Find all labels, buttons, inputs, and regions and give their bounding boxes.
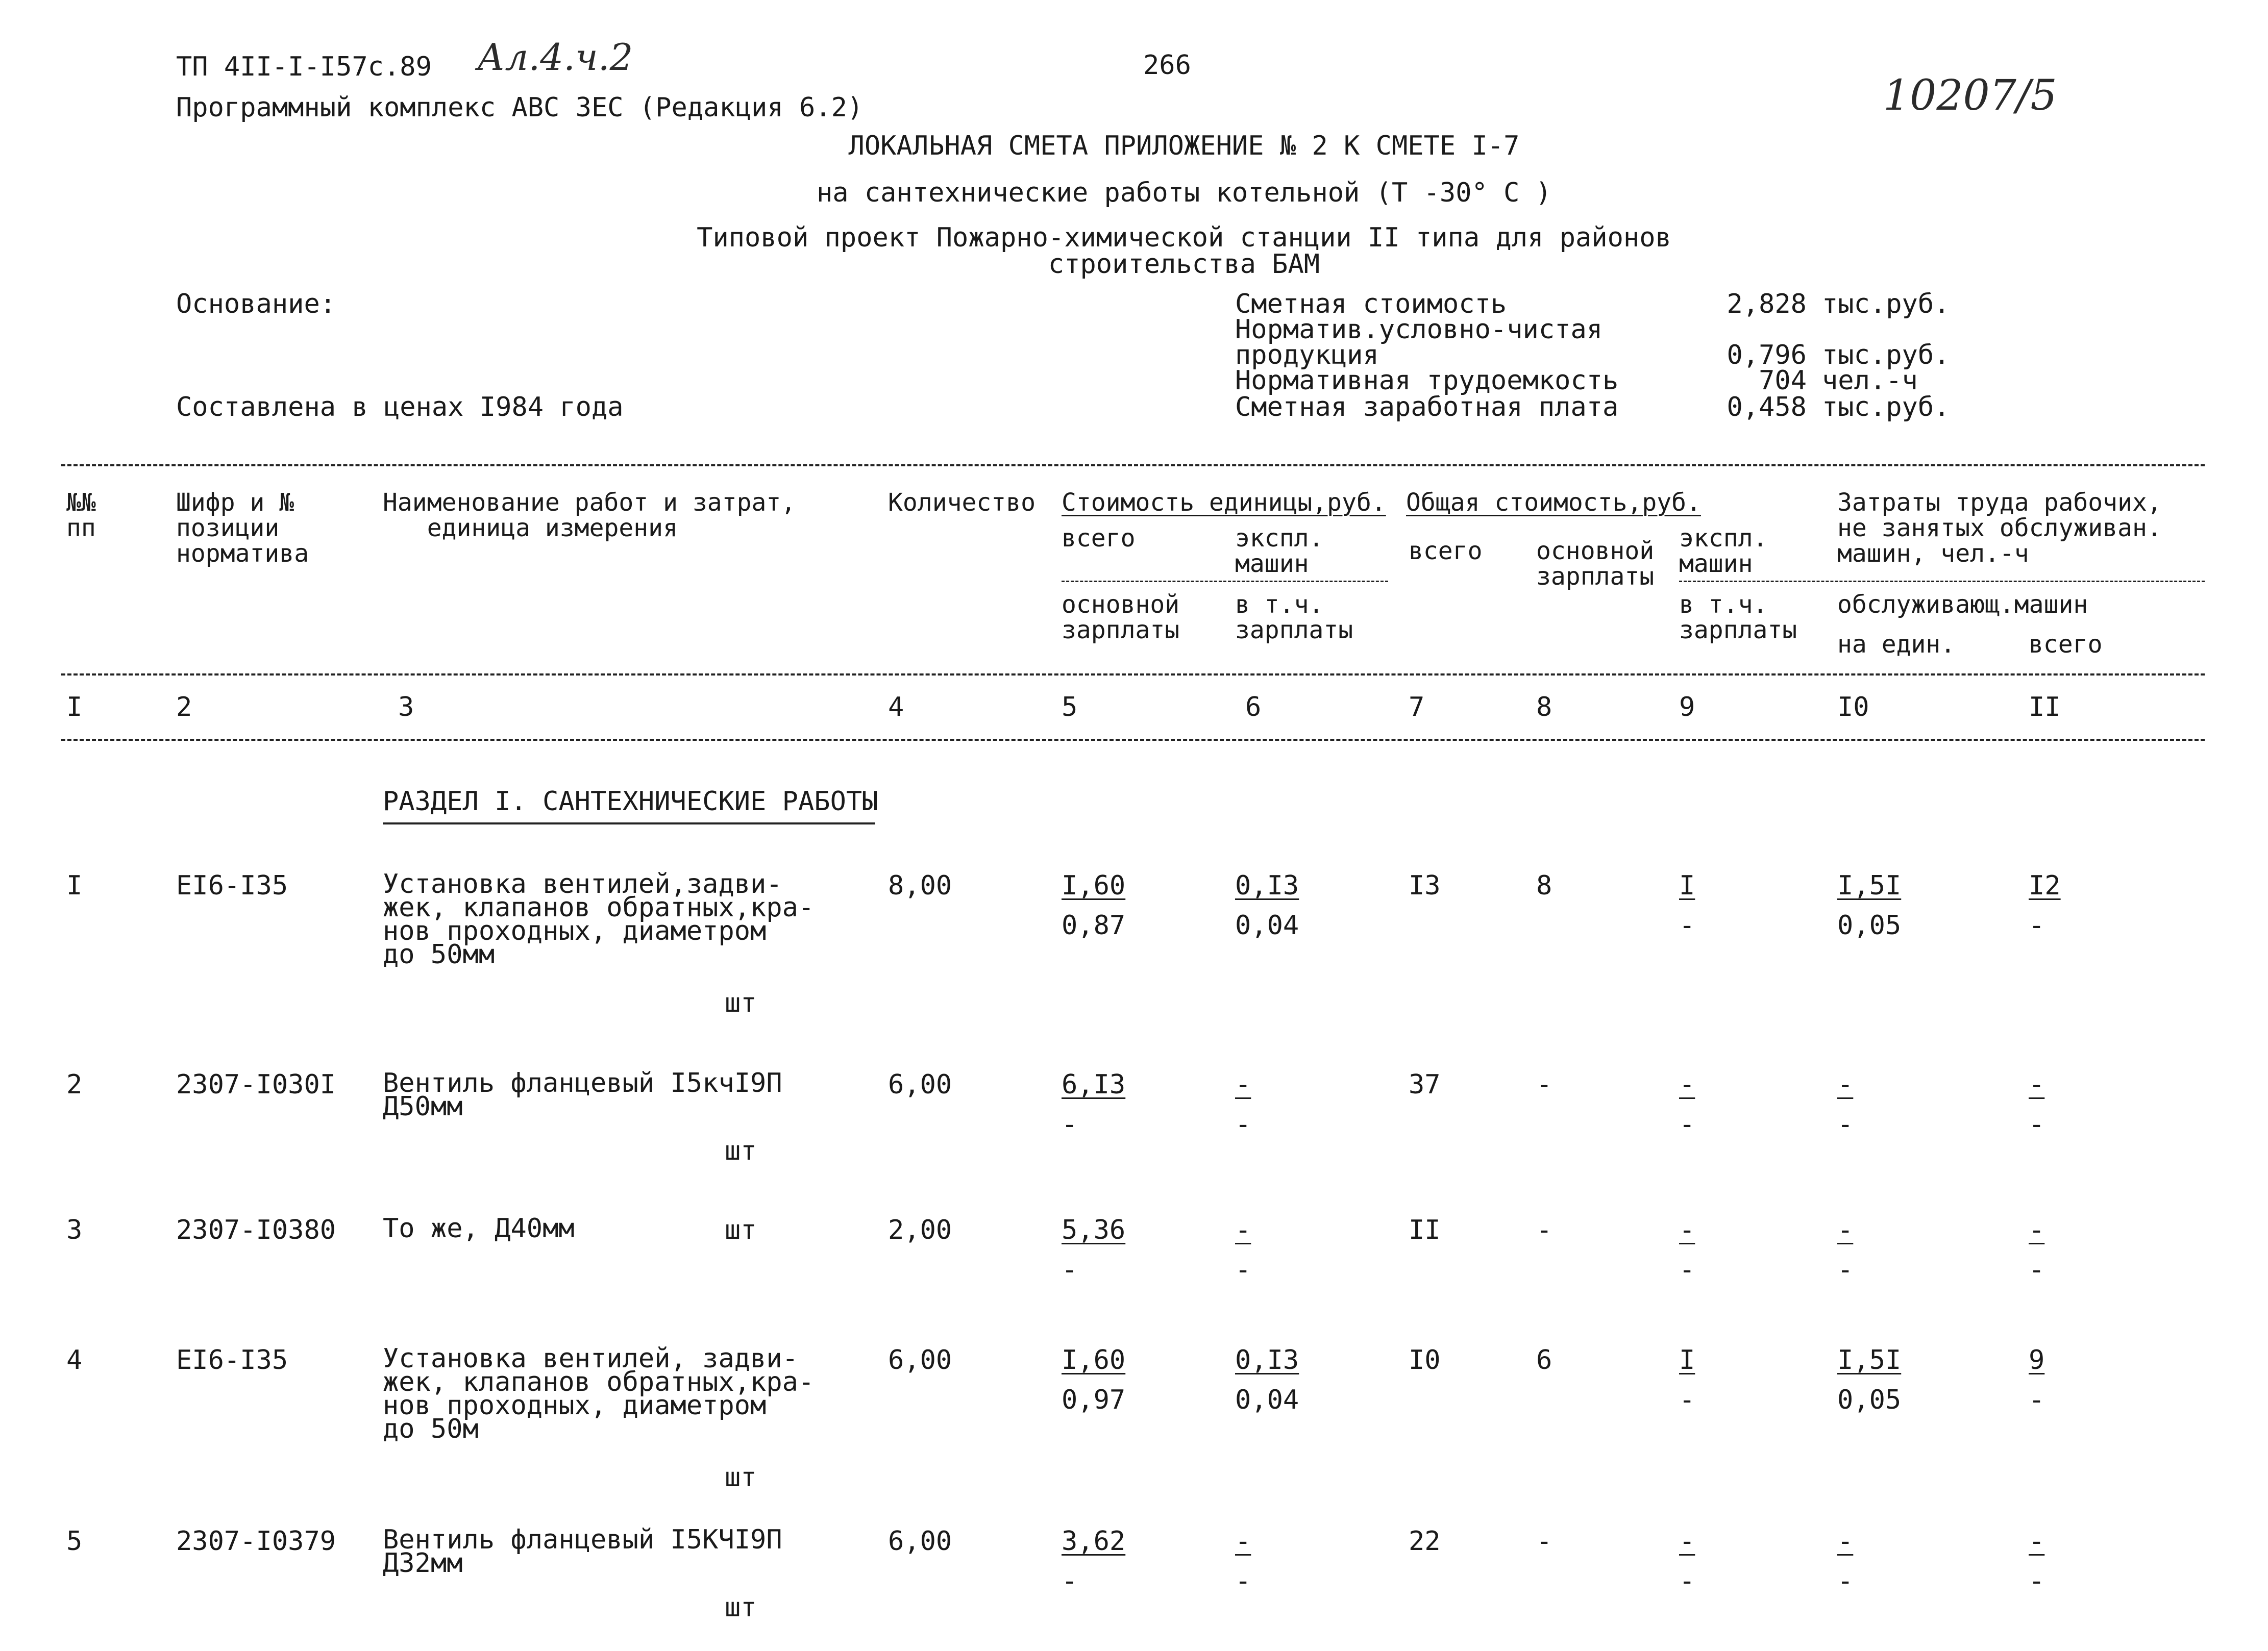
cell-name: Вентиль фланцевый I5КЧI9П Д32мм [383,1524,782,1579]
cell-c10-bottom: - [1837,1109,1854,1140]
cell-unit: шт [725,1462,757,1493]
summary-label: Нормативная трудоемкость [1235,365,1619,396]
cell-c5-top: 6,I3 [1062,1069,1126,1100]
cell-c7: II [1409,1215,1441,1245]
cell-c11-bottom: - [2029,1255,2045,1285]
cell-c10-top: - [1837,1069,1854,1100]
cell-qty: 6,00 [888,1526,952,1557]
column-header-5-bottom: основной зарплаты [1062,590,1180,644]
cell-c9-bottom: - [1679,1255,1695,1285]
cell-c6-bottom: - [1235,1566,1251,1596]
cell-c11-bottom: - [2029,910,2045,941]
table-numbers-rule [61,739,2205,741]
cell-n: I [66,870,83,901]
cell-c6-bottom: 0,04 [1235,1385,1299,1415]
summary-unit: чел.-ч [1822,365,1918,396]
cell-c6-top: - [1235,1069,1251,1100]
cell-c9-top: - [1679,1526,1695,1557]
header-subrule-labor [1679,581,2205,582]
cell-c9-bottom: - [1679,1385,1695,1415]
cell-c9-top: I [1679,870,1695,901]
cell-qty: 6,00 [888,1345,952,1375]
column-number: 8 [1536,692,1552,722]
cell-code: 2307-I0379 [176,1526,336,1557]
cell-c9-bottom: - [1679,1109,1695,1140]
cell-c7: I0 [1409,1345,1441,1375]
summary-value: 0,458 [1727,392,1807,422]
cell-c8: 6 [1536,1345,1552,1375]
cell-c10-top: - [1837,1526,1854,1557]
cell-c9-top: - [1679,1215,1695,1245]
cell-qty: 6,00 [888,1069,952,1100]
estimate-title: ЛОКАЛЬНАЯ СМЕТА ПРИЛОЖЕНИЕ № 2 К СМЕТЕ I-7 [848,131,1520,161]
cell-qty: 8,00 [888,870,952,901]
price-basis: Составлена в ценах I984 года [176,392,624,422]
cell-c6-top: - [1235,1526,1251,1557]
cell-c5-bottom: - [1062,1255,1078,1285]
cell-c5-bottom: 0,87 [1062,910,1126,941]
cell-unit: шт [725,1592,757,1623]
cell-name: То же, Д40мм [383,1213,575,1244]
column-group-total-cost: Общая стоимость,руб. [1406,488,1701,517]
cell-c11-bottom: - [2029,1109,2045,1140]
cell-c5-bottom: - [1062,1109,1078,1140]
header-subrule-unit-cost [1062,581,1388,582]
cell-c5-top: I,60 [1062,1345,1126,1375]
column-header-8: основной зарплаты [1536,537,1655,591]
cell-c7: 37 [1409,1069,1441,1100]
software-name: Программный комплекс АВС 3ЕС (Редакция 6.2) [176,92,864,123]
summary-value: 2,828 [1727,289,1807,319]
cell-c11-top: - [2029,1215,2045,1245]
summary-label: продукция [1235,340,1379,370]
cell-c6-top: - [1235,1215,1251,1245]
column-header-code: Шифр и № позиции норматива [176,488,309,568]
cell-code: 2307-I030I [176,1069,336,1100]
cell-c8: - [1536,1215,1552,1245]
cell-unit: шт [725,988,757,1018]
column-header-labor-sub: обслуживающ.машин [1837,590,2088,619]
column-number: I [66,692,83,722]
column-header-7: всего [1409,537,1483,565]
cell-c5-bottom: 0,97 [1062,1385,1126,1415]
summary-label: Сметная стоимость [1235,289,1507,319]
cell-c6-bottom: - [1235,1109,1251,1140]
cell-c10-bottom: 0,05 [1837,910,1902,941]
column-header-9-bottom: в т.ч. зарплаты [1679,590,1797,644]
cell-c7: I3 [1409,870,1441,901]
column-number: 4 [888,692,904,722]
cell-c6-top: 0,I3 [1235,870,1299,901]
summary-value: 704 [1759,365,1807,396]
column-header-6-top: экспл. машин [1235,524,1324,578]
cell-c11-bottom: - [2029,1385,2045,1415]
cell-c11-top: - [2029,1526,2045,1557]
estimate-subtitle: на сантехнические работы котельной (Т -30° С ) [816,178,1552,208]
cell-c8: 8 [1536,870,1552,901]
cell-c8: - [1536,1526,1552,1557]
cell-c5-top: I,60 [1062,870,1126,901]
column-header-5-top: всего [1062,524,1136,553]
column-header-name: Наименование работ и затрат, единица измерения [383,488,796,542]
table-header-rule [61,673,2205,676]
column-number: 7 [1409,692,1425,722]
cell-c9-bottom: - [1679,910,1695,941]
cell-unit: шт [725,1136,757,1166]
cell-n: 3 [66,1215,83,1245]
column-group-unit-cost: Стоимость единицы,руб. [1062,488,1386,517]
column-header-10: на един. [1837,630,1956,659]
cell-c5-top: 5,36 [1062,1215,1126,1245]
cell-c6-bottom: 0,04 [1235,910,1299,941]
cell-c10-top: - [1837,1215,1854,1245]
cell-name: Установка вентилей, задви- жек, клапанов обратных,кра- нов проходных, диаметром до 50м [383,1343,815,1444]
cell-c11-top: 9 [2029,1345,2045,1375]
cell-n: 2 [66,1069,83,1100]
column-number: 2 [176,692,192,722]
summary-label: Сметная заработная плата [1235,392,1619,422]
cell-unit: шт [725,1215,757,1245]
cell-c6-top: 0,I3 [1235,1345,1299,1375]
cell-c7: 22 [1409,1526,1441,1557]
cell-n: 4 [66,1345,83,1375]
column-number: 5 [1062,692,1078,722]
section-title: РАЗДЕЛ I. САНТЕХНИЧЕСКИЕ РАБОТЫ [383,786,878,817]
summary-unit: тыс.руб. [1822,392,1950,422]
cell-qty: 2,00 [888,1215,952,1245]
column-number: I0 [1837,692,1869,722]
cell-c10-bottom: - [1837,1566,1854,1596]
cell-c9-top: - [1679,1069,1695,1100]
cell-c10-bottom: - [1837,1255,1854,1285]
project-title-line1: Типовой проект Пожарно-химической станции II типа для районов [697,222,1671,253]
cell-code: ЕI6-I35 [176,870,288,901]
basis-label: Основание: [176,289,336,319]
cell-c9-bottom: - [1679,1566,1695,1596]
column-number: 3 [398,692,414,722]
cell-c11-top: - [2029,1069,2045,1100]
cell-c8: - [1536,1069,1552,1100]
cell-c9-top: I [1679,1345,1695,1375]
column-header-6-bottom: в т.ч. зарплаты [1235,590,1353,644]
column-number: 6 [1245,692,1262,722]
cell-n: 5 [66,1526,83,1557]
project-title-line2: строительства БАМ [1048,249,1320,280]
cell-name: Вентиль фланцевый I5кчI9П Д50мм [383,1068,782,1122]
cell-c10-top: I,5I [1837,1345,1902,1375]
column-number: 9 [1679,692,1695,722]
cell-code: ЕI6-I35 [176,1345,288,1375]
cell-c10-bottom: 0,05 [1837,1385,1902,1415]
column-header-number: №№ пп [66,488,96,542]
table-top-rule [61,464,2205,466]
page-number: 266 [1143,50,1191,81]
cell-c5-bottom: - [1062,1566,1078,1596]
column-header-9-top: экспл. машин [1679,524,1768,578]
column-header-11: всего [2029,630,2103,659]
column-header-quantity: Количество [888,488,1036,517]
cell-name: Установка вентилей,задви- жек, клапанов обратных,кра- нов проходных, диаметром до 50мм [383,869,815,970]
cell-c11-top: I2 [2029,870,2061,901]
summary-value: 0,796 [1727,340,1807,370]
cell-c11-bottom: - [2029,1566,2045,1596]
section-title-underline [383,822,875,824]
column-group-labor: Затраты труда рабочих, не занятых обслуживан. машин, чел.-ч [1837,488,2162,568]
summary-label: Норматив.условно-чистая [1235,314,1603,345]
document-code: ТП 4II-I-I57с.89 [176,52,432,82]
column-number: II [2029,692,2061,722]
cell-code: 2307-I0380 [176,1215,336,1245]
summary-unit: тыс.руб. [1822,340,1950,370]
cell-c5-top: 3,62 [1062,1526,1126,1557]
handwritten-document-number: 10207/5 [1883,71,2057,120]
handwritten-reference: Ал.4.ч.2 [477,36,633,79]
cell-c10-top: I,5I [1837,870,1902,901]
cell-c6-bottom: - [1235,1255,1251,1285]
summary-unit: тыс.руб. [1822,289,1950,319]
